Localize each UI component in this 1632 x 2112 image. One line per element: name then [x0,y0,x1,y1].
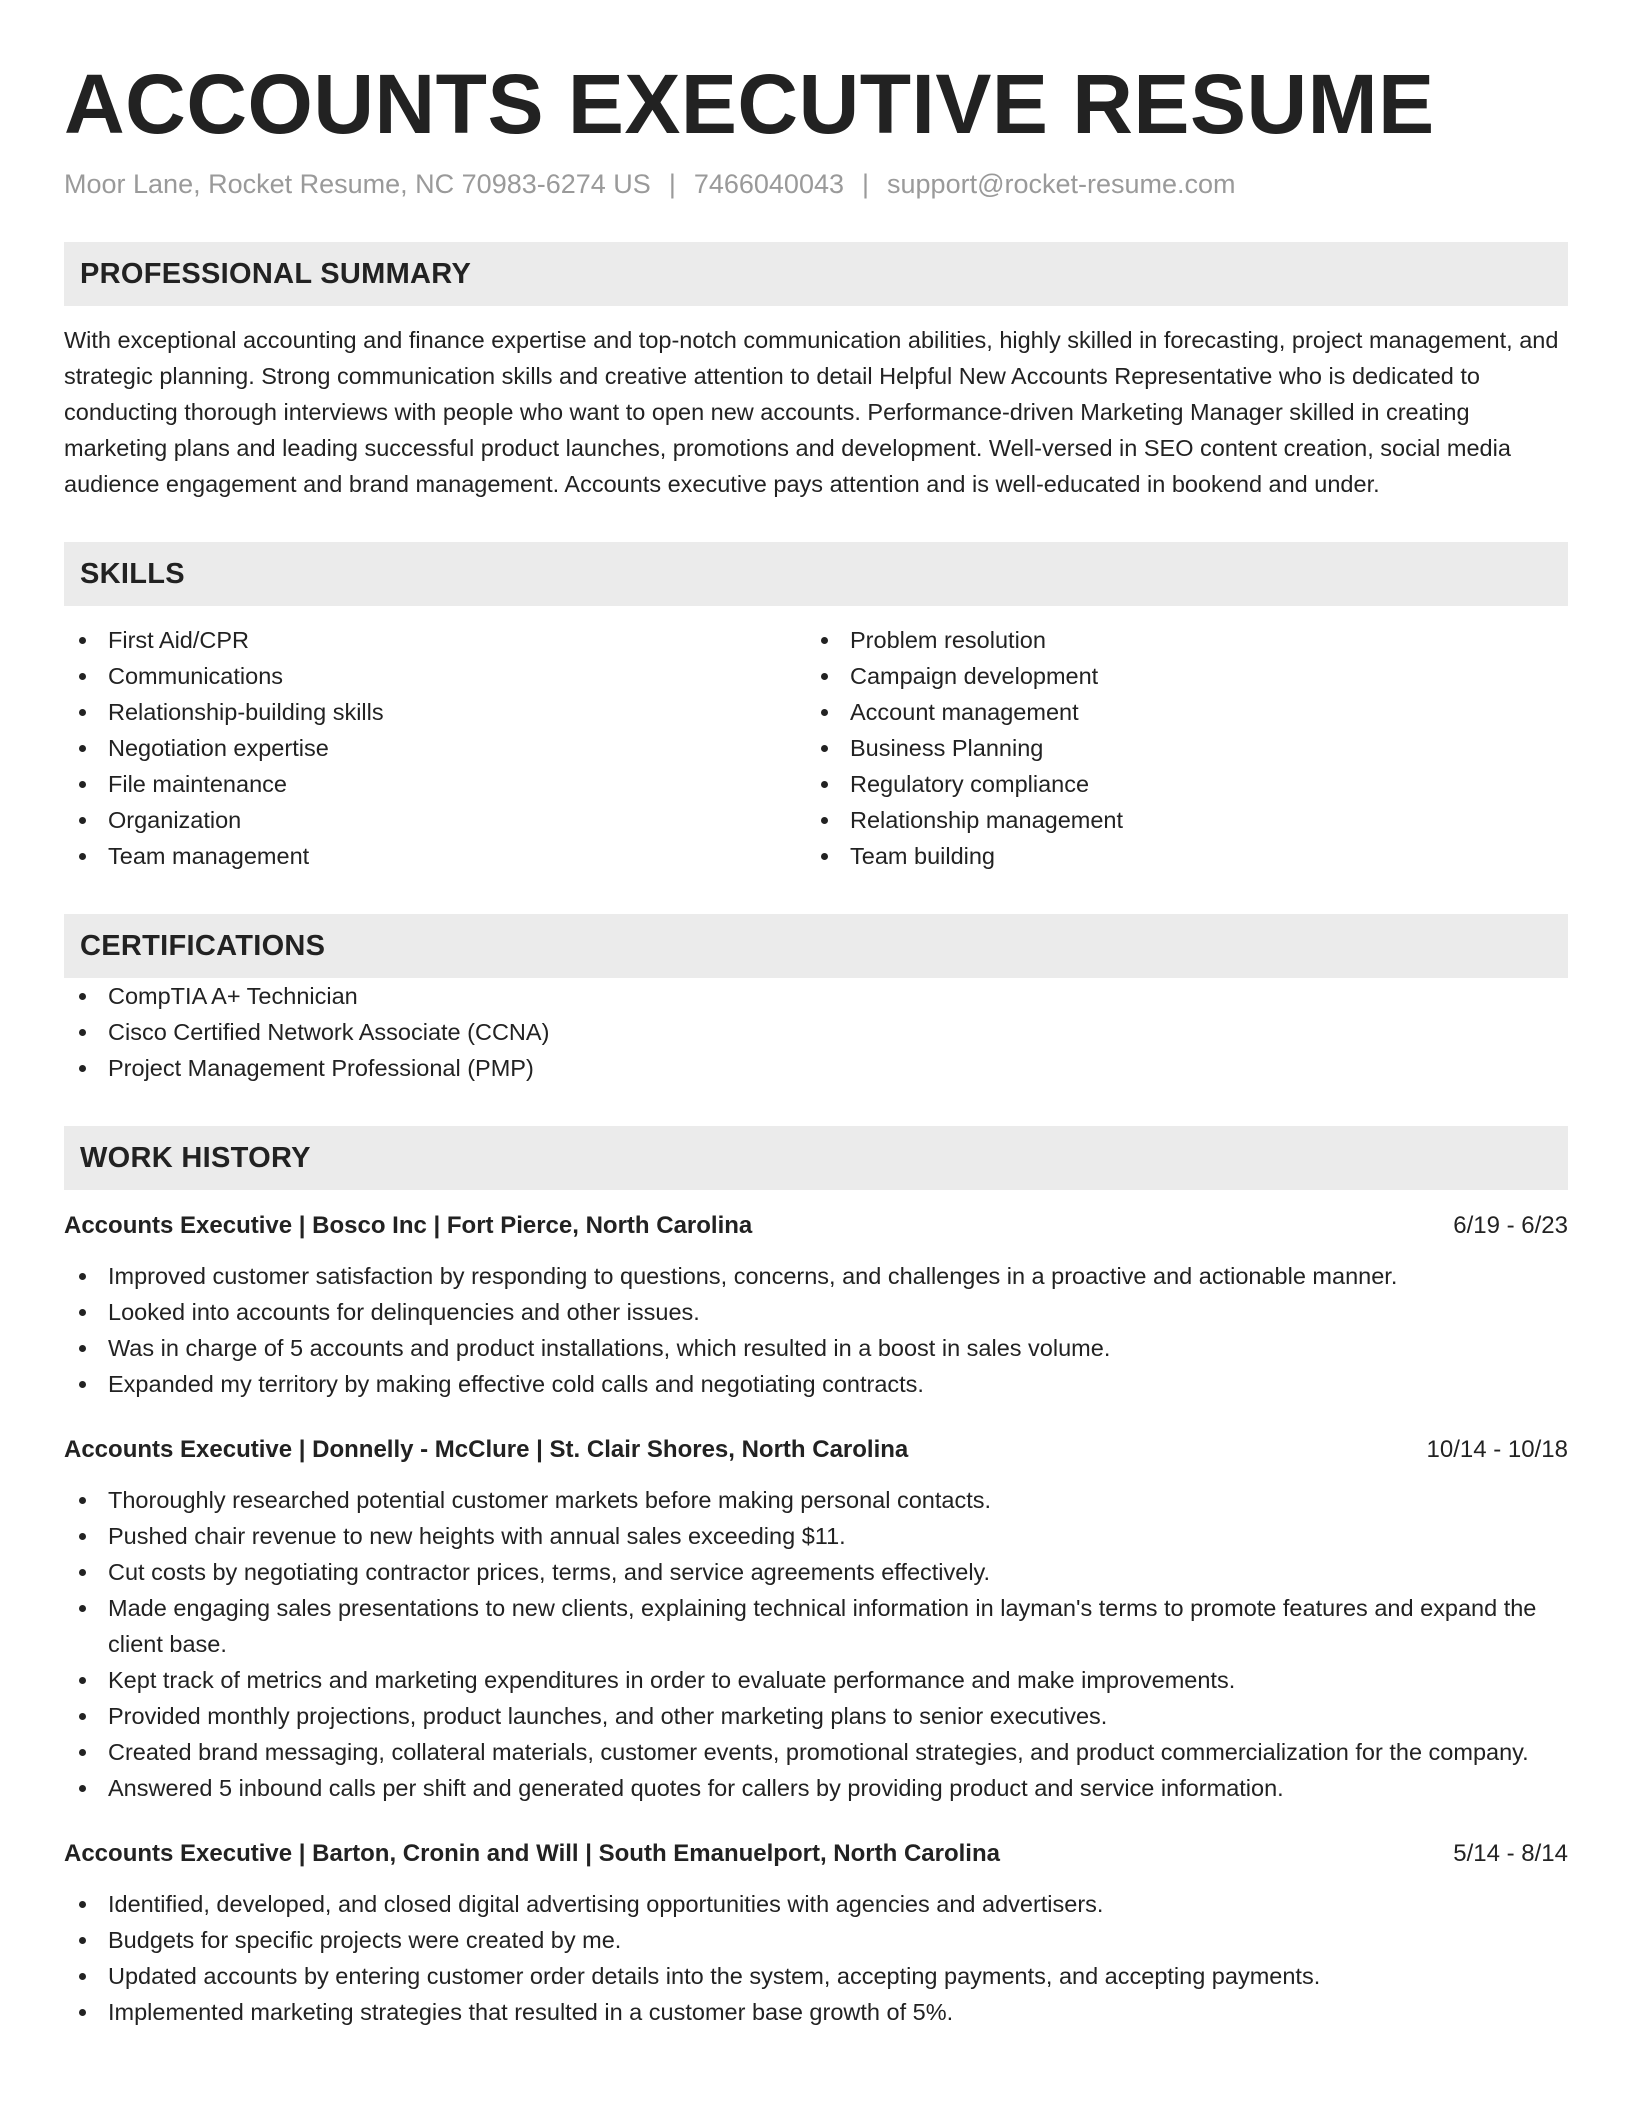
job-entry [64,1208,1568,1402]
job-dates: 10/14 - 10/18 [1426,1436,1568,1463]
certification-item: Cisco Certified Network Associate (CCNA) [64,1014,1568,1050]
contact-address: Moor Lane, Rocket Resume, NC 70983-6274 US [64,169,651,199]
section-header-certifications: CERTIFICATIONS [64,914,1568,978]
skill-item: Account management [806,694,1548,730]
certifications-list [64,978,1568,1086]
section-header-work-history: WORK HISTORY [64,1126,1568,1190]
job-bullet: Created brand messaging, collateral materials, customer events, promotional strategies, and product commercialization for the company. [64,1734,1568,1770]
skill-item: Relationship management [806,802,1548,838]
skills-column-right [806,622,1548,874]
contact-separator: | [668,169,676,199]
job-bullet: Expanded my territory by making effective cold calls and negotiating contracts. [64,1366,1568,1402]
resume-title: ACCOUNTS EXECUTIVE RESUME [64,57,1435,151]
skill-item: File maintenance [64,766,806,802]
job-bullet: Identified, developed, and closed digital advertising opportunities with agencies and advertisers. [64,1886,1568,1922]
skill-item: Business Planning [806,730,1548,766]
skill-item: Problem resolution [806,622,1548,658]
skill-item: Regulatory compliance [806,766,1548,802]
job-bullet: Pushed chair revenue to new heights with annual sales exceeding $11. [64,1518,1568,1554]
summary-text: With exceptional accounting and finance expertise and top-notch communication abilities, highly skilled in forecasting, project management, and strategic planning. Strong communication skills and creative attention to detail Helpful New Accounts Representative who is dedicated to conducting thorough interviews with people who want to open new accounts. Performance-driven Marketing Manager skilled in creating marketing plans and leading successful product launches, promotions and development. Well-versed in SEO content creation, social media audience engagement and brand management. Accounts executive pays attention and is well-educated in bookend and under. [64,327,1559,497]
job-bullet: Budgets for specific projects were created by me. [64,1922,1568,1958]
job-header [64,1432,1568,1468]
job-entry [64,1432,1568,1806]
skills-list [64,622,1568,874]
job-title: Accounts Executive | Donnelly - McClure | St. Clair Shores, North Carolina [64,1436,909,1463]
job-header [64,1836,1568,1872]
job-bullet: Provided monthly projections, product launches, and other marketing plans to senior executives. [64,1698,1568,1734]
job-bullet: Cut costs by negotiating contractor prices, terms, and service agreements effectively. [64,1554,1568,1590]
section-header-summary: PROFESSIONAL SUMMARY [64,242,1568,306]
job-header [64,1208,1568,1244]
job-bullet: Looked into accounts for delinquencies and other issues. [64,1294,1568,1330]
skill-item: Relationship-building skills [64,694,806,730]
contact-line [64,166,1568,202]
contact-separator: | [862,169,870,199]
job-bullets [64,1886,1568,2030]
section-header-skills: SKILLS [64,542,1568,606]
job-title: Accounts Executive | Bosco Inc | Fort Pierce, North Carolina [64,1212,753,1239]
job-dates: 5/14 - 8/14 [1453,1840,1568,1867]
job-dates: 6/19 - 6/23 [1453,1212,1568,1239]
job-bullets [64,1482,1568,1806]
skill-item: First Aid/CPR [64,622,806,658]
skill-item: Team management [64,838,806,874]
job-bullets [64,1258,1568,1402]
skill-item: Campaign development [806,658,1548,694]
skill-item: Negotiation expertise [64,730,806,766]
job-bullet: Kept track of metrics and marketing expenditures in order to evaluate performance and make improvements. [64,1662,1568,1698]
skill-item: Team building [806,838,1548,874]
skill-item: Organization [64,802,806,838]
job-bullet: Made engaging sales presentations to new clients, explaining technical information in layman's terms to promote features and expand the client base. [64,1590,1568,1662]
contact-phone: 7466040043 [693,169,844,199]
skills-column-left [64,622,806,874]
contact-email: support@rocket-resume.com [887,169,1236,199]
job-bullet: Thoroughly researched potential customer markets before making personal contacts. [64,1482,1568,1518]
skill-item: Communications [64,658,806,694]
job-title: Accounts Executive | Barton, Cronin and Will | South Emanuelport, North Carolina [64,1840,1000,1867]
job-entry [64,1836,1568,2030]
certification-item: CompTIA A+ Technician [64,978,1568,1014]
job-bullet: Answered 5 inbound calls per shift and generated quotes for callers by providing product and service information. [64,1770,1568,1806]
certification-item: Project Management Professional (PMP) [64,1050,1568,1086]
job-bullet: Was in charge of 5 accounts and product installations, which resulted in a boost in sales volume. [64,1330,1568,1366]
job-bullet: Implemented marketing strategies that resulted in a customer base growth of 5%. [64,1994,1568,2030]
job-bullet: Updated accounts by entering customer order details into the system, accepting payments, and accepting payments. [64,1958,1568,1994]
job-bullet: Improved customer satisfaction by responding to questions, concerns, and challenges in a proactive and actionable manner. [64,1258,1568,1294]
